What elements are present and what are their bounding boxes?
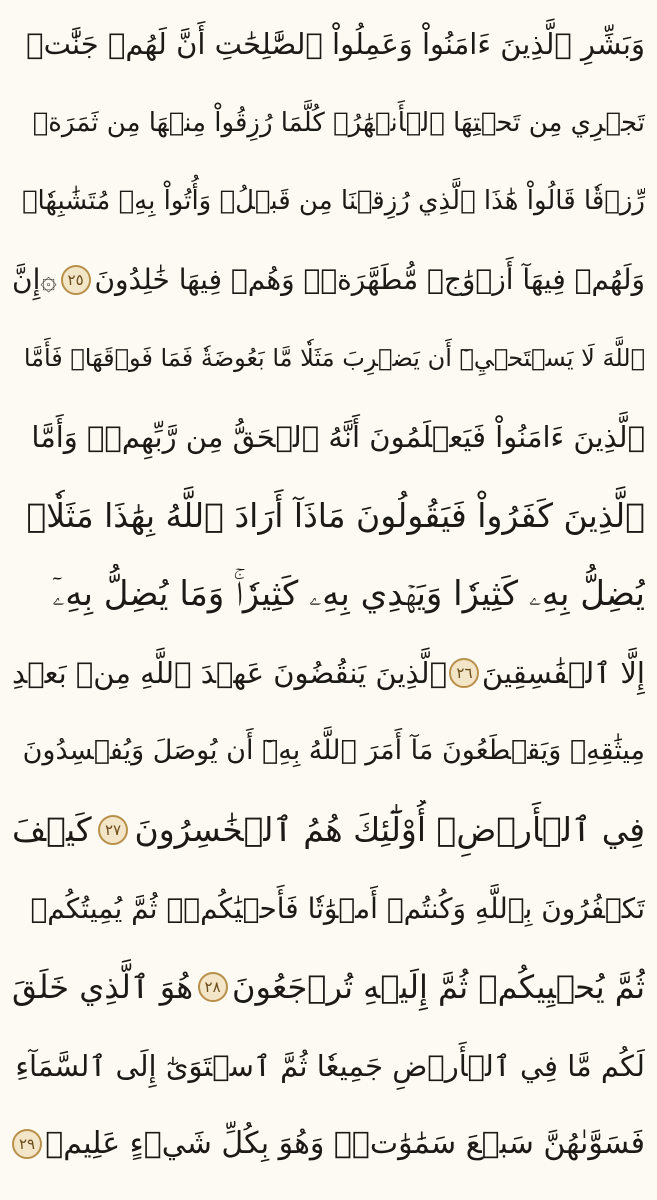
verse-line <box>12 93 645 153</box>
verse-line <box>12 171 645 231</box>
verse-text: ٱللَّهَ لَا يَسۡتَحۡيِۦٓ أَن يَضۡرِبَ مَثَلٗا مَّا بَعُوضَةٗ فَمَا فَوۡقَهَاۚ فَأَمَّا <box>23 344 645 373</box>
verse-text: وَلَهُمۡ فِيهَآ أَزۡوَٰجٞ مُّطَهَّرَةٞۖ وَهُمۡ فِيهَا خَٰلِدُونَ <box>94 262 645 296</box>
verse-line <box>12 328 645 388</box>
verse-line <box>12 486 645 546</box>
verse-text: ٱلَّذِينَ ءَامَنُواْ فَيَعۡلَمُونَ أَنَّهُ ٱلۡحَقُّ مِن رَّبِّهِمۡۖ وَأَمَّا <box>31 420 645 454</box>
ayah-number-marker: ٢٥ <box>61 265 91 295</box>
verse-text: ٱلَّذِينَ كَفَرُواْ فَيَقُولُونَ مَاذَآ أَرَادَ ٱللَّهُ بِهَٰذَا مَثَلٗاۘ <box>26 495 645 535</box>
verse-line <box>12 1036 645 1096</box>
verse-line <box>12 564 645 624</box>
ayah-number-marker: ٢٦ <box>449 658 479 688</box>
verse-text: وَبَشِّرِ ٱلَّذِينَ ءَامَنُواْ وَعَمِلُواْ ٱلصَّٰلِحَٰتِ أَنَّ لَهُمۡ جَنَّٰتٖ <box>26 27 645 61</box>
verse-line <box>12 14 645 74</box>
verse-text: فَسَوَّىٰهُنَّ سَبۡعَ سَمَٰوَٰتٖۚ وَهُوَ بِكُلِّ شَيۡءٍ عَلِيمٞ <box>45 1126 645 1162</box>
verse-text: ٱلَّذِينَ يَنقُضُونَ عَهۡدَ ٱللَّهِ مِنۢ بَعۡدِ <box>12 655 447 690</box>
verse-text: تَجۡرِي مِن تَحۡتِهَا ٱلۡأَنۡهَٰرُۖ كُلَّمَا رُزِقُواْ مِنۡهَا مِن ثَمَرَةٖ <box>32 107 645 138</box>
verse-text: ثُمَّ يُحۡيِيكُمۡ ثُمَّ إِلَيۡهِ تُرۡجَعُونَ <box>231 968 645 1007</box>
ayah-number-marker: ٢٩ <box>12 1129 42 1159</box>
verse-line <box>12 721 645 781</box>
ayah-number-marker: ٢٧ <box>98 815 128 845</box>
verse-text: مِيثَٰقِهِۦ وَيَقۡطَعُونَ مَآ أَمَرَ ٱللَّهُ بِهِۦٓ أَن يُوصَلَ وَيُفۡسِدُونَ <box>22 735 645 767</box>
verse-line <box>12 407 645 467</box>
verse-text: هُوَ ٱلَّذِي خَلَقَ <box>12 968 194 1007</box>
verse-line <box>12 643 645 703</box>
verse-text: يُضِلُّ بِهِۦ كَثِيرٗا وَيَهۡدِي بِهِۦ كَثِيرٗاۚ وَمَا يُضِلُّ بِهِۦٓ <box>52 574 645 615</box>
verse-text: لَكُم مَّا فِي ٱلۡأَرۡضِ جَمِيعٗا ثُمَّ ٱسۡتَوَىٰٓ إِلَى ٱلسَّمَآءِ <box>15 1048 645 1083</box>
verse-text: رِّزۡقٗا قَالُواْ هَٰذَا ٱلَّذِي رُزِقۡنَا مِن قَبۡلُۖ وَأُتُواْ بِهِۦ مُتَشَٰبِهٗاۖ <box>21 186 645 217</box>
ayah-number-marker: ٢٨ <box>198 972 228 1002</box>
verse-text: تَكۡفُرُونَ بِٱللَّهِ وَكُنتُمۡ أَمۡوَٰتٗا فَأَحۡيَٰكُمۡۖ ثُمَّ يُمِيتُكُمۡ <box>30 891 645 925</box>
verse-text: ۞إِنَّ <box>12 262 57 296</box>
verse-text: فِي ٱلۡأَرۡضِۚ أُوْلَٰٓئِكَ هُمُ ٱلۡخَٰسِرُونَ <box>134 810 645 849</box>
verse-line <box>12 800 645 860</box>
verse-text: كَيۡفَ <box>12 810 92 849</box>
verse-text: إِلَّا ٱلۡفَٰسِقِينَ <box>481 655 645 690</box>
verse-line <box>12 250 645 310</box>
verse-line <box>12 957 645 1017</box>
verse-line <box>12 1114 645 1174</box>
verse-line <box>12 879 645 939</box>
